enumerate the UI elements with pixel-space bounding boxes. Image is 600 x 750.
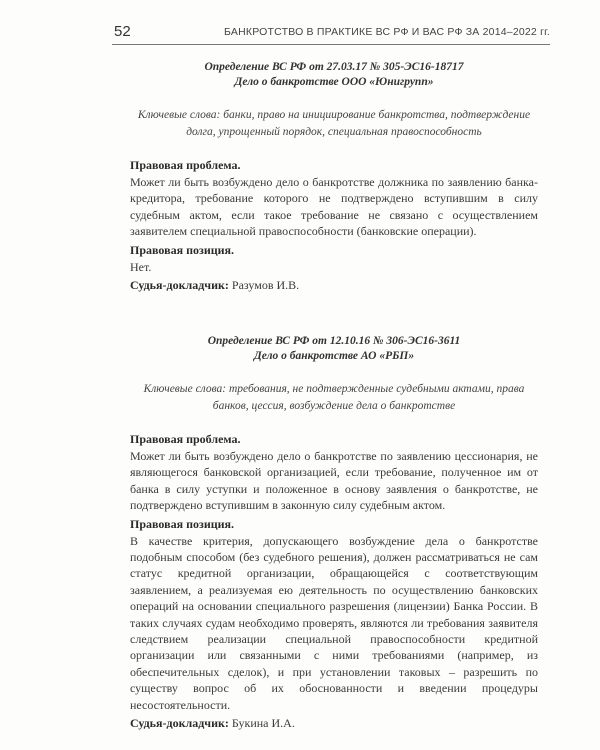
case-1-title-line1: Определение ВС РФ от 27.03.17 № 305-ЭС16-18717: [204, 61, 464, 73]
case-2-title-line1: Определение ВС РФ от 12.10.16 № 306-ЭС16-3611: [207, 335, 461, 347]
case-2-title-line2: Дело о банкротстве АО «РБП»: [253, 350, 415, 362]
case-2-position-text: В качестве критерия, допускающего возбуждение дела о банкротстве подобным способом (без судебного решения), должен рассматриваться не сам статус кредитной организации, обращающейся с соответствующим заявлением, а реализуемая ею деятельность по осуществлению банковских операций на основании специального разрешения (лицензии) Банка России. В таких случаях судам необходимо проверять, являются ли требования заявителя следствием реализации специальной правоспособности кредитной организации или связанными с ними требованиями (например, из обеспечительных сделок), и при установлении таковых – разрешить по существу вопрос об их обоснованности и введении процедуры несостоятельности.: [130, 533, 538, 712]
case-1-reporter-label: Судья-докладчик:: [130, 278, 229, 293]
case-2-reporter-label: Судья-докладчик:: [130, 716, 229, 731]
page-number: 52: [114, 23, 131, 40]
case-1-title: [130, 60, 538, 90]
case-1-keywords: Ключевые слова: банки, право на инициирование банкротства, подтверждение долга, упрощенный порядок, специальная правоспособность: [137, 109, 531, 138]
case-2-problem-text: Может ли быть возбуждено дело о банкротстве по заявлению цессионария, не являющегося банковской организацией, если требование, полученное им от банка в силу уступки и положенное в основу заявления о банкротстве, не подтверждено вступившим в законную силу судебным актом.: [130, 449, 538, 513]
case-1-title-line2: Дело о банкротстве ООО «Юнигрупп»: [234, 76, 434, 88]
case-2-keywords: Ключевые слова: требования, не подтвержденные судебными актами, права банков, цессия, возбуждение дела о банкротстве: [143, 383, 525, 412]
case-2-problem-label: Правовая проблема.: [130, 432, 241, 446]
case-2: [130, 334, 538, 732]
case-1-position-label: Правовая позиция.: [130, 242, 235, 257]
case-2-position-label: Правовая позиция.: [130, 516, 235, 531]
case-1-reporter-name: Разумов И.В.: [231, 278, 300, 293]
case-1-problem-label: Правовая проблема.: [130, 158, 241, 172]
case-1: [130, 60, 538, 294]
running-title: БАНКРОТСТВО В ПРАКТИКЕ ВС РФ И ВАС РФ ЗА 2014–2022 гг.: [224, 26, 550, 38]
case-2-reporter: [130, 715, 538, 732]
page-header: [112, 22, 550, 45]
case-2-title: [130, 334, 538, 364]
case-2-reporter-name: Букина И.А.: [231, 716, 295, 731]
case-1-position-text: Нет.: [130, 259, 152, 274]
case-1-problem-text: Может ли быть возбуждено дело о банкротстве должника по заявлению банка-кредитора, требование которого не подтверждено вступившим в силу судебным актом, если такое требование не связано с осуществлением заявителем специальной правоспособности (банковские операции).: [130, 175, 538, 239]
case-1-reporter: [130, 277, 538, 294]
